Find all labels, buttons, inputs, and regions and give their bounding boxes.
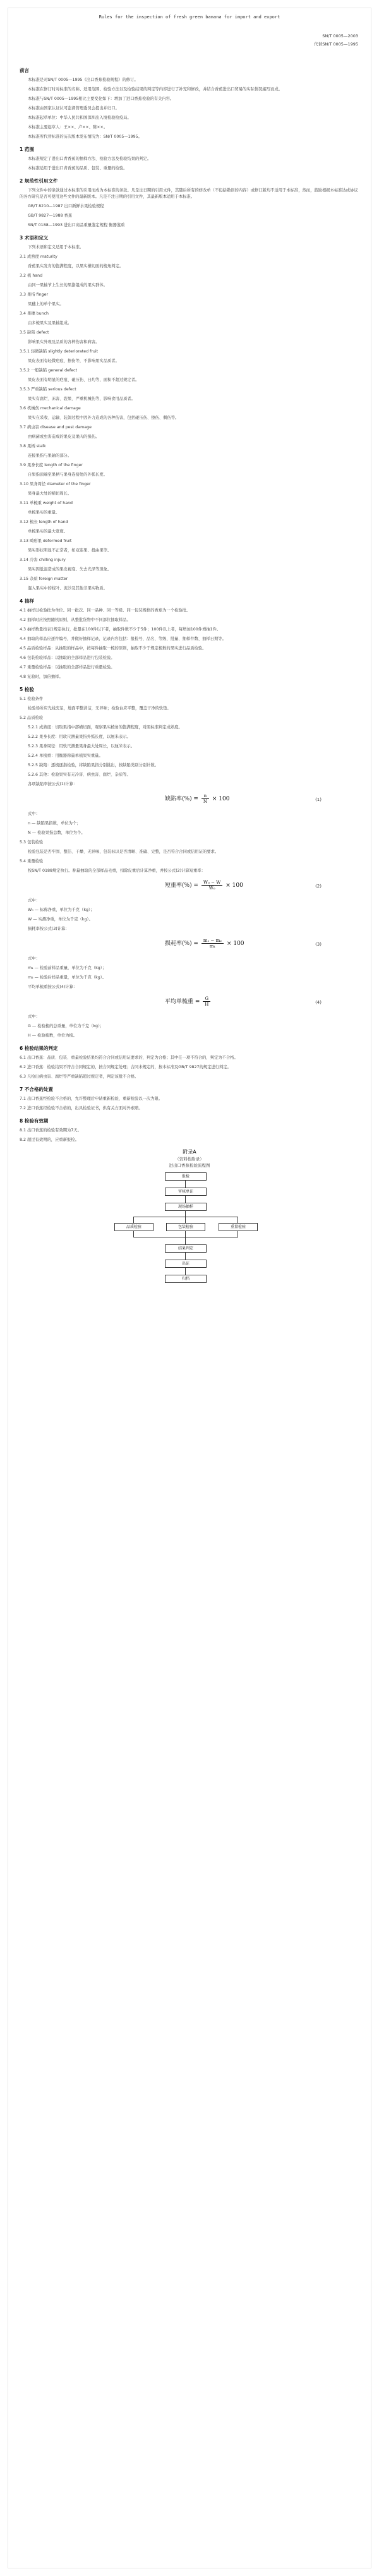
section-heading: 4 抽样 (20, 598, 34, 604)
formula-legend: m₁ — 检验前样品重量，单位为千克（kg）； (28, 966, 107, 970)
term-title: 3.13 畸形果 deformed fruit (20, 539, 72, 543)
document-english-title: Rules for the inspection of fresh green banana for import and export (99, 15, 280, 20)
formula-2 (20, 877, 359, 894)
formula-numerator: n (202, 793, 209, 799)
reference-item: SN/T 0188—1993 进出口商品重量鉴定规程 衡器鉴重 (28, 223, 125, 227)
replaces-standard: 代替SN/T 0005—1995 (314, 42, 358, 47)
clause-item: 5.2.1 成熟度：切取果指中部横切面，观察果实棱角的饱满程度，对照标准判定成熟度。 (28, 725, 183, 730)
formula-intro: 平均单梳重按公式(4)计算： (28, 985, 78, 989)
formula-fraction (202, 880, 223, 891)
clause-item: 5.2.4 单梳重：用衡器称量单梳果实重量。 (28, 754, 103, 758)
term-title: 3.2 梳 hand (20, 274, 43, 278)
term-definition: 自果指顶端至果柄与果身连接处的外弧长度。 (28, 472, 107, 477)
foreword-paragraph: 本标准起草单位：中华人民共和国深圳出入境检验检疫局。 (28, 116, 131, 120)
formula-numerator: m₁ − m₂ (202, 938, 224, 944)
formula-number: (1) (315, 797, 322, 802)
section-heading: 8 检验有效期 (20, 1118, 49, 1124)
formula-lhs: 损耗率(%) = (165, 941, 198, 947)
subclause-heading: 5.1 检验条件 (20, 697, 44, 701)
clause-item: 5.2.2 果身长度：用软尺测量果指外弧长度，以厘米表示。 (28, 735, 131, 739)
flow-connector (185, 1237, 186, 1244)
formula-numerator: W₀ − W (202, 880, 223, 886)
term-title: 3.6 机械伤 mechanical damage (20, 406, 81, 411)
term-title: 3.1 成熟度 maturity (20, 255, 57, 259)
formula-lhs: 平均单梳重 = (165, 999, 200, 1005)
formula-legend: 式中： (28, 812, 40, 816)
subclause-heading: 5.2 品质检验 (20, 716, 44, 720)
formula-legend: H — 检验梳数，单位为梳。 (28, 1033, 78, 1038)
formula-rhs: × 100 (226, 882, 243, 889)
formula-rhs: × 100 (212, 796, 230, 802)
formula-legend: m₂ — 检验后样品重量，单位为千克（kg）。 (28, 975, 107, 980)
flow-box-report: 报检 (165, 1172, 207, 1181)
formula-4 (20, 994, 359, 1010)
flow-connector (133, 1217, 134, 1223)
foreword-paragraph: 本标准主要起草人：王××、卢××、陈××。 (28, 125, 108, 129)
formula-fraction (202, 793, 209, 804)
formula-lhs: 短重率(%) = (165, 882, 198, 889)
section-paragraph: 下列术语和定义适用于本标准。 (28, 245, 84, 250)
section-heading: 2 规范性引用文件 (20, 178, 58, 184)
formula-rhs: × 100 (226, 941, 244, 947)
flow-connector (185, 1267, 186, 1275)
term-definition: 果实形状明显不正常者，如双连果、扭曲果等。 (28, 548, 112, 553)
formula-denominator: H (205, 1002, 209, 1007)
term-definition: 果实因低温造成的果皮褐变、失去光泽等现象。 (28, 567, 112, 572)
term-definition: 由病菌或虫害造成的果皮及果肉的损伤。 (28, 435, 100, 439)
flow-connector (185, 1195, 186, 1203)
term-title: 3.7 病虫害 disease and pest damage (20, 425, 92, 430)
section-paragraph: 检验场所应光线充足，地面平整清洁，无异味；检验台应平整，覆盖干净的软垫。 (28, 706, 171, 711)
clause-item: 4.3 抽样数量按表1规定执行，批量在100件以下者，抽取件数不少于5件；100件以上者，每增加100件增抽1件。 (20, 627, 221, 632)
term-title: 3.5.1 轻微缺陷 slightly deteriorated fruit (20, 349, 99, 354)
flow-box-archive: 归档 (165, 1275, 207, 1283)
formula-expression (165, 996, 212, 1007)
document-body (20, 61, 359, 1313)
appendix-caption: 进出口香蕉检验流程图 (169, 1163, 210, 1168)
section-heading: 3 术语和定义 (20, 235, 49, 241)
foreword-heading: 前言 (20, 68, 29, 73)
clause-item: 4.4 抽取的样品应逐件编号，并做好抽样记录，记录内容包括：报检号、品名、等级、批量、抽样件数、抽样日期等。 (20, 637, 226, 641)
formula-lhs: 缺陷率(%) = (165, 796, 198, 802)
formula-number: (2) (315, 884, 322, 889)
section-paragraph: 按SN/T 0188规定执行。称量抽取的全部样品毛重，扣除皮重后计算净重，并按公式(2)计算短重率： (28, 869, 205, 873)
term-definition: 果皮表面有明显的疤痕、碰压伤、日灼等，面积不超过规定者。 (28, 378, 140, 382)
term-title: 3.11 单梳重 weight of hand (20, 501, 73, 505)
term-definition: 果身最大处的横切周长。 (28, 491, 72, 496)
clause-item: 4.6 包装检验样品：以抽取的全部样品进行包装检验。 (20, 656, 115, 660)
formula-expression (165, 793, 229, 804)
term-title: 3.5.3 严重缺陷 serious defect (20, 387, 76, 392)
term-definition: 由同一果轴节上生长的果指组成的果实群体。 (28, 283, 107, 287)
section-heading: 6 检验结果的判定 (20, 1045, 58, 1051)
foreword-paragraph: 本标准与SN/T 0005—1995相比主要变化如下：增加了进口香蕉检验的有关内容。 (28, 97, 174, 101)
term-title: 3.8 果柄 stalk (20, 444, 46, 448)
clause-item: 7.1 出口香蕉经检验不合格的，允许整理后申请重新检验，重新检验以一次为限。 (20, 1097, 163, 1101)
clause-item: 7.2 进口香蕉经检验不合格的，出具检验证书，供有关方面对外索赔。 (20, 1106, 143, 1110)
formula-denominator: N (203, 799, 207, 804)
flow-connector (185, 1252, 186, 1260)
formula-expression (165, 880, 243, 891)
flow-connector (185, 1231, 186, 1237)
term-definition: 由多梳果实及果轴组成。 (28, 321, 72, 325)
clause-item: 6.1 出口香蕉：品质、包装、重量检验结果均符合合同或信用证要求的，判定为合格；其中任一项不符合的，判定为不合格。 (20, 1056, 238, 1060)
formula-legend: 式中： (28, 898, 40, 903)
term-title: 3.15 杂质 foreign matter (20, 577, 68, 581)
formula-number: (4) (315, 1000, 322, 1005)
appendix-subheading: （资料性附录） (175, 1157, 204, 1162)
term-definition: 连接果指与果轴的部分。 (28, 454, 72, 458)
flow-connector (185, 1180, 186, 1188)
flow-box-sampling: 现场抽样 (165, 1203, 207, 1211)
formula-legend: n — 缺陷果指数，单位为个； (28, 821, 81, 826)
section-heading: 7 不合格的处置 (20, 1086, 53, 1092)
flow-box-judgement: 结果判定 (165, 1244, 207, 1253)
formula-legend: N — 检验果指总数，单位为个。 (28, 831, 85, 835)
term-definition: 影响果实外观及品质的各种伤害和病害。 (28, 340, 100, 344)
formula-1 (20, 791, 359, 807)
term-title: 3.9 果身长度 length of the finger (20, 463, 83, 467)
subclause-heading: 5.4 重量检验 (20, 859, 44, 864)
formula-expression (165, 938, 244, 949)
formula-denominator: m₁ (209, 944, 216, 949)
term-title: 3.3 果指 finger (20, 292, 49, 297)
formula-fraction (202, 938, 224, 949)
foreword-paragraph: 本标准是对SN/T 0005—1995《出口香蕉检验规程》的修订。 (28, 78, 138, 82)
formula-fraction (203, 996, 210, 1007)
term-definition: 果穗上的单个果实。 (28, 302, 64, 306)
flow-box-review: 审核单证 (165, 1188, 207, 1196)
flow-box-packaging: 包装检验 (166, 1223, 205, 1231)
term-title: 3.14 冷害 chilling injury (20, 558, 66, 562)
section-heading: 5 检验 (20, 687, 34, 692)
document-page (8, 8, 371, 2568)
clause-item: 5.2.5 缺陷：逐梳逐指检验，将缺陷果指分别挑出，按缺陷类别分别计数。 (28, 763, 159, 767)
formula-legend: W₀ — 标称净重，单位为千克（kg）； (28, 908, 95, 912)
formula-number: (3) (315, 942, 322, 947)
appendix-flowchart (20, 1148, 359, 1313)
flow-box-quality: 品质检验 (114, 1223, 153, 1231)
term-definition: 果实在采收、运输、装卸过程中因外力造成的各种伤害，包括碰压伤、擦伤、刺伤等。 (28, 416, 179, 420)
section-heading: 1 范围 (20, 147, 34, 152)
term-definition: 果实有腐烂、冻害、裂果、严重机械伤等，影响食用品质者。 (28, 397, 136, 401)
reference-item: GB/T 9827—1988 香蕉 (28, 214, 73, 218)
term-title: 3.5 缺陷 defect (20, 330, 49, 335)
foreword-paragraph: 本标准在修订时对标准的名称、适用范围、检验方法以及检验结果的判定等内容进行了补充和修改，并结合香蕉进出口贸易的实际情况编写而成。 (28, 87, 282, 92)
section-paragraph: 本标准规定了进出口青香蕉的抽样方法、检验方法及检验结果的判定。 (28, 157, 152, 161)
clause-item: 4.1 抽样以检验批为单位。同一批次、同一品种、同一等级、同一包装规格的香蕉为一个检验批。 (20, 608, 191, 613)
foreword-paragraph: 本标准所代替标准的历次版本发布情况为：SN/T 0005—1995。 (28, 135, 142, 139)
formula-intro: 各项缺陷率按公式(1)计算： (28, 782, 78, 786)
foreword-paragraph: 本标准由国家认证认可监督管理委员会提出并归口。 (28, 106, 119, 111)
standard-number: SN/T 0005—2003 (322, 33, 358, 39)
formula-numerator: G (203, 996, 210, 1002)
formula-intro: 损耗率按公式(3)计算： (28, 927, 69, 931)
appendix-heading: 附录A (183, 1149, 196, 1155)
term-title: 3.10 果身周径 diameter of the finger (20, 482, 91, 486)
term-definition: 单梳果实的重量。 (28, 510, 60, 515)
flow-connector (133, 1231, 134, 1237)
flow-connector (185, 1217, 186, 1223)
term-definition: 香蕉果实发育的饱满程度，以果实横切面的棱角判定。 (28, 264, 124, 268)
terms-list (20, 254, 359, 592)
clause-item: 6.3 凡检出病虫害、腐烂等严重缺陷超过规定者，判定该批不合格。 (20, 1074, 139, 1079)
formula-legend: W — 实测净重，单位为千克（kg）。 (28, 917, 93, 922)
reference-item: GB/T 8210—1987 出口新鲜水果检验规程 (28, 204, 104, 208)
clause-item: 8.2 超过有效期的，应重新报检。 (20, 1138, 79, 1142)
section-paragraph: 本标准适用于进出口青香蕉的品质、包装、重量的检验。 (28, 166, 128, 171)
clause-item: 4.8 复验时，加倍抽样。 (20, 675, 63, 679)
subclause-heading: 5.3 包装检验 (20, 840, 44, 845)
term-definition: 单梳果实的最大宽度。 (28, 529, 68, 534)
formula-legend: 式中： (28, 956, 40, 961)
flow-box-weight: 重量检验 (219, 1223, 258, 1231)
clause-item: 5.2.6 其他：检验果实有无冷害、病虫害、腐烂、杂质等。 (28, 773, 131, 777)
formula-legend: G — 检验梳的总重量，单位为千克（kg）； (28, 1024, 104, 1028)
term-definition: 果皮表面有轻微疤痕、擦伤等，不影响果实品质者。 (28, 359, 119, 363)
clause-item: 8.1 出口香蕉的检验有效期为7天。 (20, 1128, 81, 1133)
section-paragraph: 下列文件中的条款通过本标准的引用而成为本标准的条款。凡是注日期的引用文件，其随后所有的修改单（不包括勘误的内容）或修订版均不适用于本标准，然而，鼓励根据本标准达成协议的各方研究是否可使用这些文件的最新版本。凡是不注日期的引用文件，其最新版本适用于本标准。 (20, 188, 358, 199)
flow-connector (185, 1210, 186, 1217)
clause-item: 5.2.3 果身周径：用软尺测量果身最大处周长，以厘米表示。 (28, 744, 135, 749)
clause-item: 4.5 品质检验样品：从抽取的样品中，按每件抽取一梳的原则，抽取不少于规定梳数的果实进行品质检验。 (20, 646, 207, 651)
term-title: 3.4 果穗 bunch (20, 311, 49, 316)
formula-3 (20, 936, 359, 952)
term-definition: 混入果实中的枝叶、泥沙及其他非果实物质。 (28, 586, 107, 591)
formula-legend: 式中： (28, 1014, 40, 1019)
term-title: 3.5.2 一般缺陷 general defect (20, 368, 78, 373)
clause-item: 4.2 抽样时应按照随机原则，从整批货物中不同部位抽取样品。 (20, 618, 131, 622)
clause-item: 4.7 重量检验样品：以抽取的全部样品进行重量检验。 (20, 665, 115, 670)
formula-denominator: W₀ (208, 886, 215, 891)
flow-box-certificate: 出证 (165, 1260, 207, 1268)
section-paragraph: 检验包装是否牢固、整洁、干燥、无异味，包装标识是否清晰、准确、完整，是否符合合同或信用证的要求。 (28, 850, 219, 854)
term-title: 3.12 梳长 length of hand (20, 520, 68, 524)
clause-item: 6.2 进口香蕉：检验结果不符合合同规定的，按合同规定处理；合同未规定的，按本标准及GB/T 9827的规定进行判定。 (20, 1065, 231, 1069)
